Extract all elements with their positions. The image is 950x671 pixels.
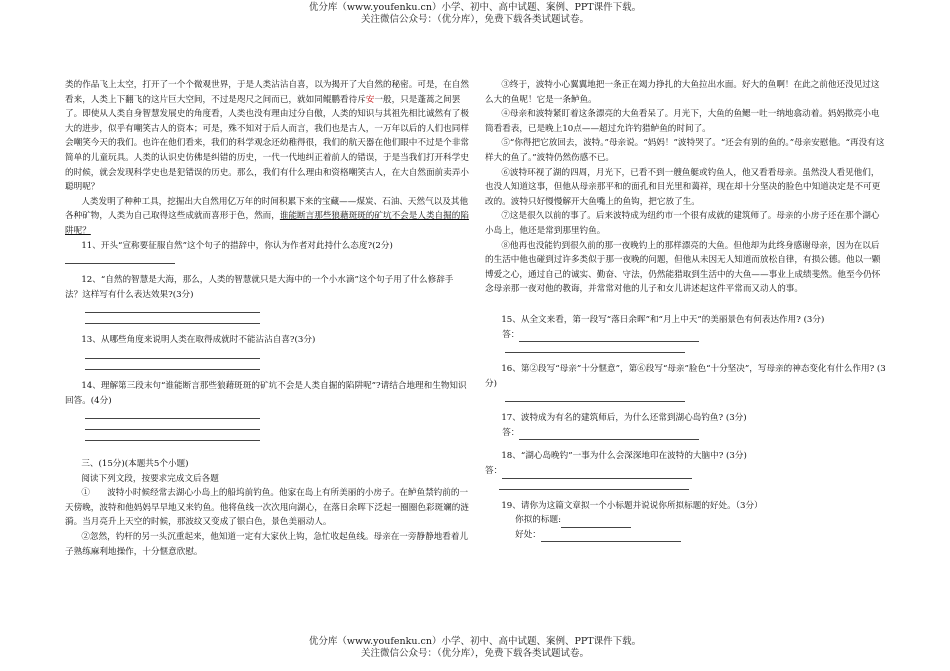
footer-line-1: 优分库（www.youfenku.cn）小学、初中、高中试题、案例、PPT课件下载。 xyxy=(308,636,642,647)
question-19: 19、请你为这篇文章拟一个小标题并说说你所拟标题的好处。（3分） xyxy=(501,500,763,511)
story-paragraph-1: ① 波特小时候经常去湖心小岛上的船坞前钓鱼。他家在岛上有所美丽的小房子。在鲈鱼禁钓前的一天傍晚，波特和他妈妈早早地又来钓鱼。他将鱼线一次次甩向湖心，在落日余晖下泛起一圈圈色彩斑斓的涟漪。当月亮升上天空的时候，那波纹又变成了银白色，景色美丽动人。 xyxy=(65,488,469,528)
passage-paragraph-2: 人类发明了种种工具，挖掘出大自然用亿万年的时间积累下来的宝藏——煤炭、石油、天然气以及其他各种矿物，人类为自己取得这些成就而喜形于色，然而，谁能断言那些狼藉斑斑的矿坑不会是人类自掘的陷阱呢？ xyxy=(65,196,469,236)
question-12: 12、“自然的智慧是大海，那么，人类的智慧就只是大海中的一个小水滴”这个句子用了什么修辞手法？这样写有什么表达效果?(3分) xyxy=(65,275,454,300)
highlighted-char: 安 xyxy=(365,94,375,105)
story-paragraph-5: ⑤“你得把它放回去，波特。”母亲说。“妈妈！”波特哭了。“还会有别的鱼的。”母亲安慰他。“再没有这样大的鱼了。”波特仍然伤感不已。 xyxy=(485,138,885,163)
right-column xyxy=(485,78,887,542)
page-footer xyxy=(0,636,950,660)
question-17: 17、波特成为有名的建筑师后，为什么还常到湖心岛钓鱼? (3分) xyxy=(501,413,747,424)
header-line-1: 优分库（www.youfenku.cn）小学、初中、高中试题、案例、PPT课件下载。 xyxy=(308,2,642,13)
section-3-title: 三、(15分)(本题共5个小题) xyxy=(81,459,189,470)
answer-line[interactable] xyxy=(85,358,260,370)
question-18: 18、“湖心岛晚钓”一事为什么会深深地印在波特的大脑中? (3分) xyxy=(501,451,747,462)
question-16: 16、第②段写“母亲”十分惬意”，第⑥段写“母亲”脸色“十分坚决”，写母亲的神态变化有什么作用? (3分) xyxy=(485,364,886,389)
answer-line[interactable] xyxy=(85,312,260,324)
story-paragraph-7: ⑦这是很久以前的事了。后来波特成为纽约市一个很有成就的建筑师了。母亲的小房子还在那个湖心小岛上，他还是常到那里钓鱼。 xyxy=(485,211,880,236)
page-header xyxy=(0,2,950,26)
story-paragraph-4: ④母亲和波特紧盯着这条漂亮的大鱼看呆了。月光下，大鱼的鱼鳃一吐一纳地翕动着。妈妈揿亮小电筒看看表，已是晚上10点——超过允许钓猎鲈鱼的时间了。 xyxy=(485,109,880,134)
header-line-2: 关注微信公众号：（优分库），免费下载各类试题试卷。 xyxy=(360,14,589,25)
story-paragraph-8: ⑧他再也没能钓到很久前的那一夜晚钓上的那样漂亮的大鱼。但他却为此终身感谢母亲，因为在以后的生活中他也碰到过许多类似于那一夜晚的问题，但他从未因无人知道而放松自律，有损公德。他以一颗博爱之心，通过自己的诚实、勤奋、守法，仍然能猎取到生活中的大鱼——事业上成绩斐然。他至今仍怀念母亲那一夜对他的教诲，并常常对他的儿子和女儿讲述起这件平常而又动人的事。 xyxy=(485,240,881,295)
footer-line-2: 关注微信公众号：（优分库），免费下载各类试题试卷。 xyxy=(360,648,589,659)
passage-paragraph-1: 类的作品飞上太空，打开了一个个微观世界，于是人类沾沾自喜，以为揭开了大自然的秘密。可是，在自然看来，人类上下翻飞的这片巨大空间，不过是咫尺之间而已，就如同鲲鹏看待斥安一般，只是蓬蒿之间罢了。即使从人类自身智慧发展史的角度看，人类也没有理由过分自傲，人类的知识与其祖先相比诚然有了极大的进步，似乎有嘲笑古人的资本；可是，殊不知对于后人而言，我们也是古人，一万年以后的人们也同样会嘲笑今天的我们。也许在他们看来，我们的科学观念还幼稚得很，我们的航天器在他们眼中不过是个非常简单的儿童玩具。人类的认识史仿佛是纠错的历史，一代一代地纠正着前人的错误，于是当我们打开科学史的时候，就会发现科学史也是犯错误的历史。那么，我们有什么理由和资格嘲笑古人，在大自然面前卖弄小聪明呢？ xyxy=(65,80,469,193)
left-column xyxy=(65,78,470,559)
answer-line[interactable] xyxy=(85,418,260,441)
underlined-sentence: 谁能断言那些狼藉斑斑的矿坑不会是人类自掘的陷阱呢？ xyxy=(65,211,469,236)
title-answer[interactable]: 你拟的标题: xyxy=(485,513,887,528)
answer-17[interactable]: 答： xyxy=(485,426,887,441)
benefit-answer[interactable]: 好处： xyxy=(485,528,887,543)
answer-15[interactable]: 答： xyxy=(485,328,887,343)
reading-instructions: 阅读下列文段，按要求完成文后各题 xyxy=(81,473,219,484)
question-11: 11、开头“宣称要征服自然”这个句子的措辞中，你认为作者对此持什么态度?(2分) xyxy=(81,240,393,251)
story-paragraph-3: ③终于，波特小心翼翼地把一条正在竭力挣扎的大鱼拉出水面。好大的鱼啊！在此之前他还没见过这么大的鱼呢！它是一条鲈鱼。 xyxy=(485,80,880,105)
story-paragraph-2: ②忽然，钓杆的另一头沉重起来，他知道一定有大家伙上钩，急忙收起鱼线。母亲在一旁静静地看着儿子熟练麻利地操作，十分惬意欣慰。 xyxy=(65,532,469,557)
answer-18[interactable]: 答： xyxy=(485,464,887,479)
question-14: 14、理解第三段末句“谁能断言那些狼藉斑斑的矿坑不会是人类自掘的陷阱呢”?请结合地理和生物知识回答。(4分) xyxy=(65,380,467,406)
story-paragraph-6: ⑥波特环视了湖的四周，月光下，已看不到一艘鱼艇或钓鱼人，他又看看母亲。虽然没人看见他们，也没人知道这事，但他从母亲那平和的面孔和目光里和蔼祥，现在却十分坚决的脸色中知道决定是不可更改的。波特只好慢慢解开大鱼嘴上的鱼钩，把它放了生。 xyxy=(485,167,881,207)
question-13: 13、从哪些角度来说明人类在取得成就时不能沾沾自喜?(3分) xyxy=(81,335,316,346)
question-15: 15、从全文来看，第一段写“落日余晖”和“月上中天”的美丽景色有何表达作用? (3分) xyxy=(501,314,825,325)
